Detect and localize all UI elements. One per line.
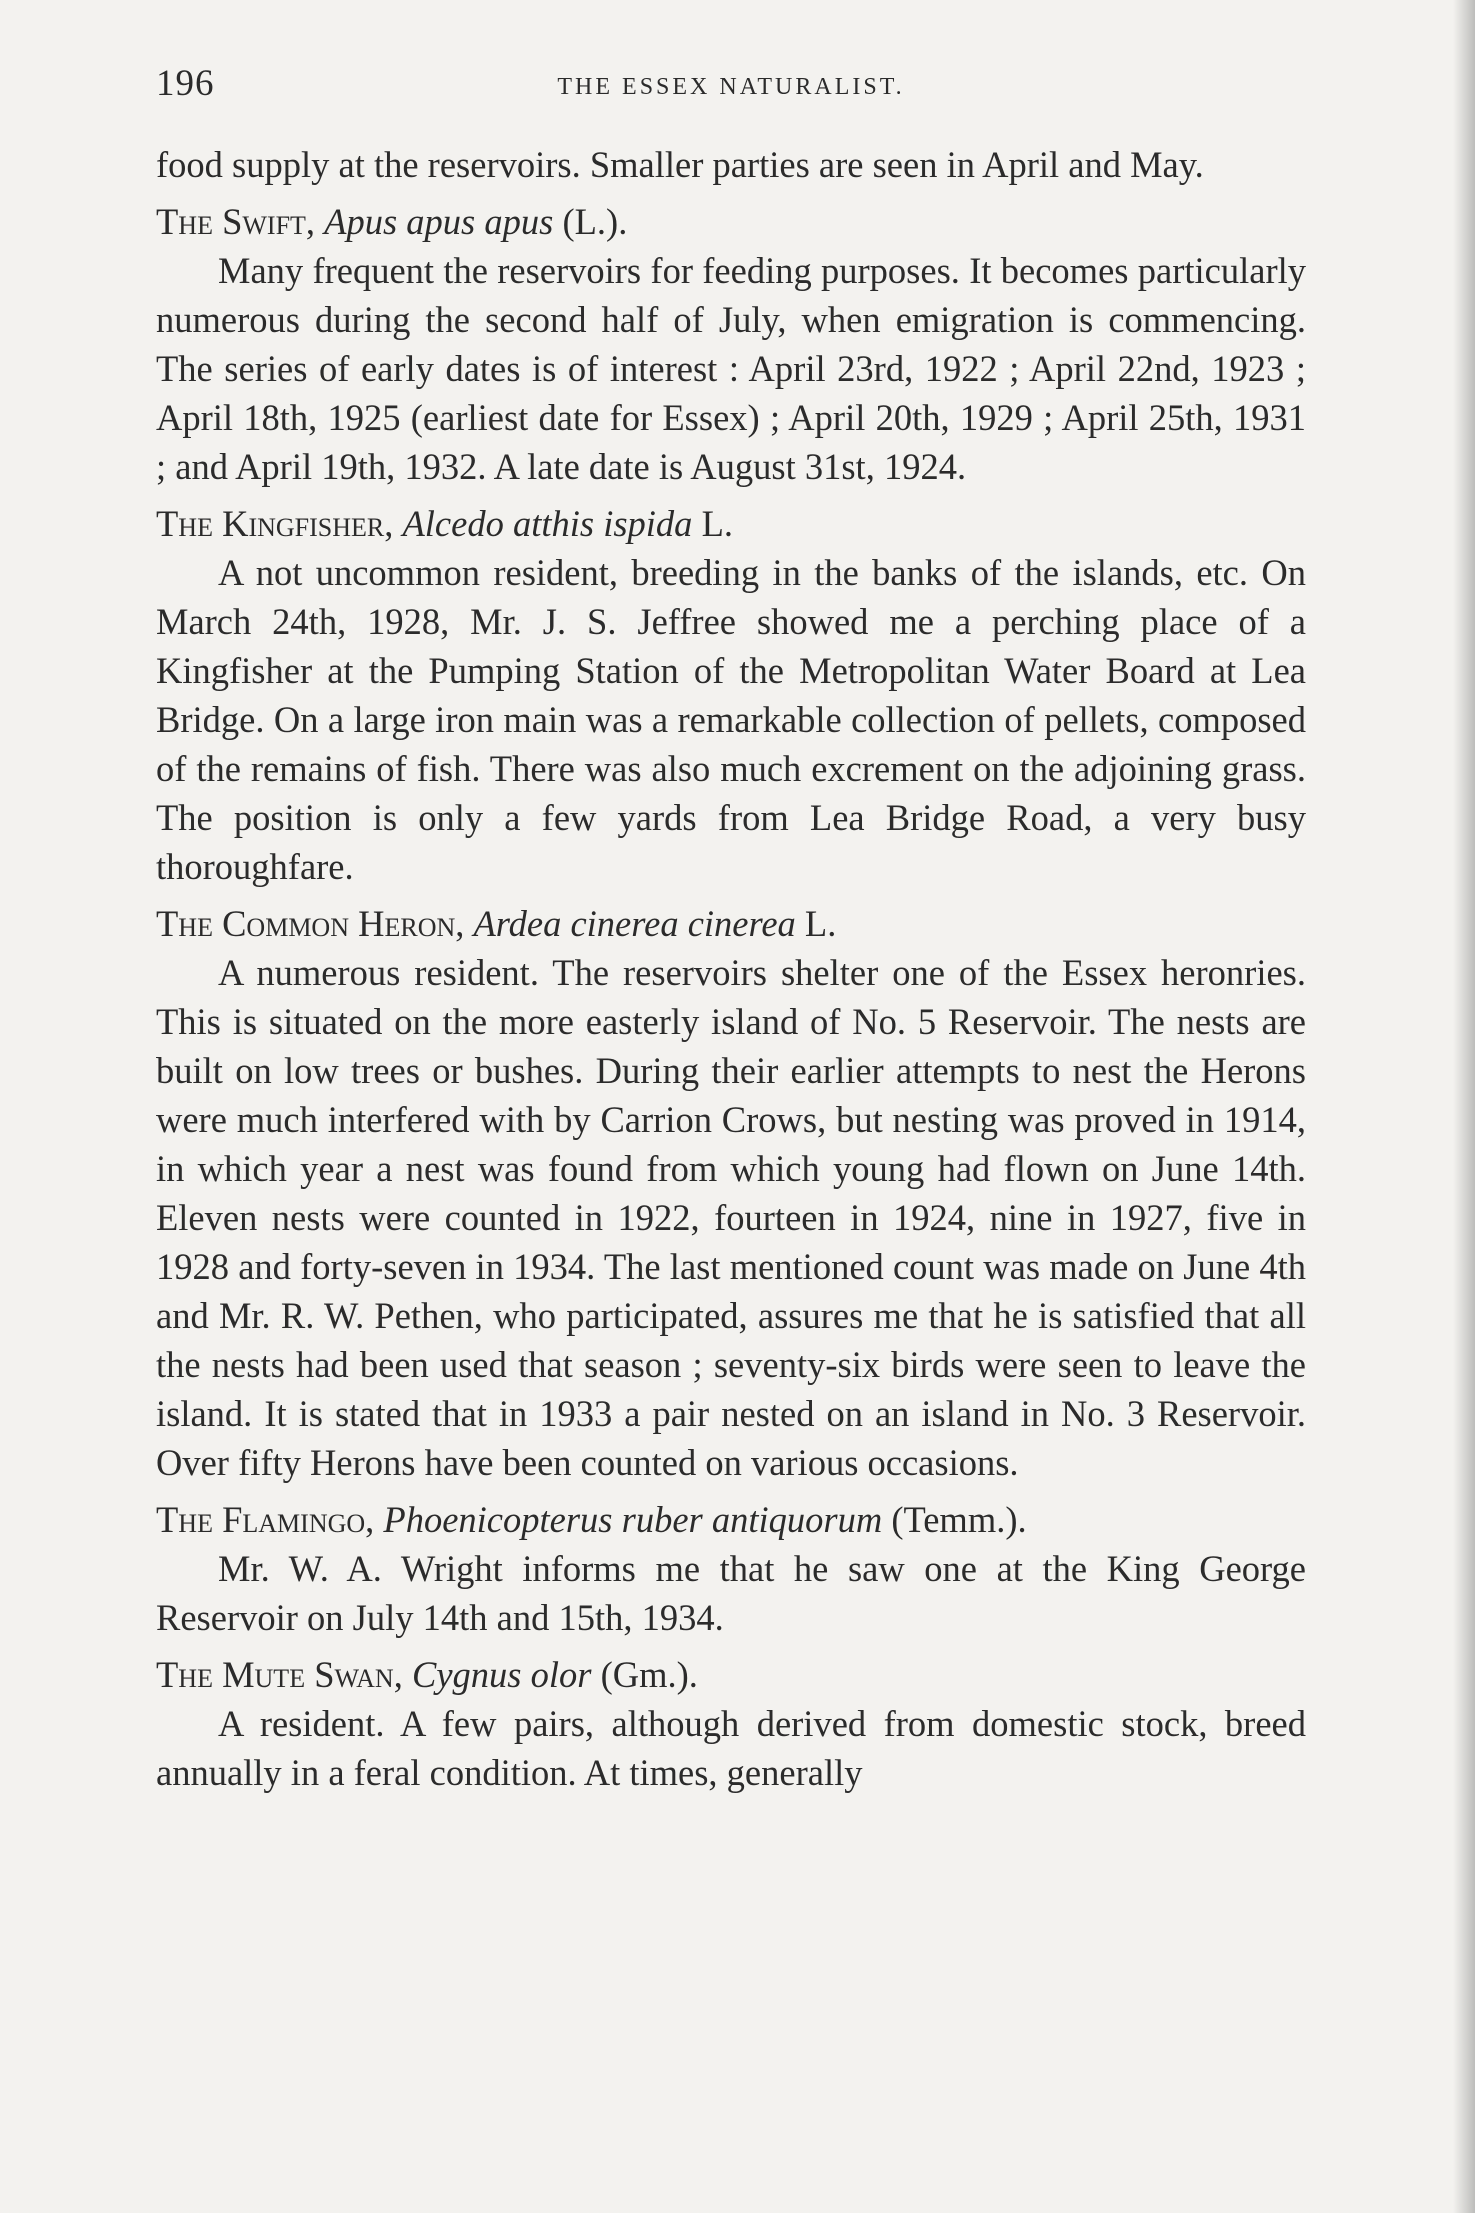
species-heading-flamingo: [156, 1495, 1306, 1544]
running-title: THE ESSEX NATURALIST.: [557, 74, 905, 100]
scientific-name: Ardea cinerea cinerea: [473, 903, 796, 944]
species-heading-common-heron: [156, 899, 1306, 948]
page-edge-shadow: [1453, 0, 1475, 2213]
authority: L.: [692, 503, 733, 544]
common-name: The Swift,: [156, 201, 316, 242]
article-body: [156, 140, 1306, 1797]
common-name: The Flamingo,: [156, 1499, 375, 1540]
authority: (Temm.).: [882, 1499, 1027, 1540]
species-heading-mute-swan: [156, 1650, 1306, 1699]
scientific-name: Alcedo atthis ispida: [402, 503, 693, 544]
authority: (Gm.).: [591, 1654, 698, 1695]
authority: (L.).: [553, 201, 628, 242]
species-heading-swift: [156, 197, 1306, 246]
continued-paragraph: food supply at the reservoirs. Smaller parties are seen in April and May.: [156, 144, 1204, 185]
scientific-name: Apus apus apus: [324, 201, 554, 242]
scientific-name: Phoenicopterus ruber antiquorum: [383, 1499, 883, 1540]
common-name: The Mute Swan,: [156, 1654, 403, 1695]
page-number: 196: [156, 63, 215, 104]
common-name: The Common Heron,: [156, 903, 465, 944]
species-heading-kingfisher: [156, 499, 1306, 548]
scientific-name: Cygnus olor: [411, 1654, 592, 1695]
page-header: [156, 62, 1306, 112]
species-paragraph-swift: Many frequent the reservoirs for feeding purposes. It becomes particularly numerous during the second half of July, when emigration is commencing. The series of early dates is of interest : April 23rd, 1922 ; April 22nd, 1923 ; April 18th, 1925 (earliest date for Essex) ; April 20th, 1929 ; April 25th, 1931 ; and April 19th, 1932. A late date is August 31st, 1924.: [156, 250, 1306, 487]
species-paragraph-common-heron: A numerous resident. The reservoirs shelter one of the Essex heronries. This is situated on the more easterly island of No. 5 Reservoir. The nests are built on low trees or bushes. During their earlier attempts to nest the Herons were much interfered with by Carrion Crows, but nesting was proved in 1914, in which year a nest was found from which young had flown on June 14th. Eleven nests were counted in 1922, fourteen in 1924, nine in 1927, five in 1928 and forty-seven in 1934. The last mentioned count was made on June 4th and Mr. R. W. Pethen, who participated, assures me that he is satisfied that all the nests had been used that season ; seventy-six birds were seen to leave the island. It is stated that in 1933 a pair nested on an island in No. 3 Reservoir. Over fifty Herons have been counted on various occasions.: [156, 952, 1306, 1483]
species-paragraph-flamingo: Mr. W. A. Wright informs me that he saw one at the King George Reservoir on July 14th and 15th, 1934.: [156, 1548, 1306, 1638]
species-paragraph-mute-swan: A resident. A few pairs, although derived from domestic stock, breed annually in a feral condition. At times, generally: [156, 1703, 1306, 1793]
authority: L.: [795, 903, 837, 944]
common-name: The Kingfisher,: [156, 503, 394, 544]
species-paragraph-kingfisher: A not uncommon resident, breeding in the banks of the islands, etc. On March 24th, 1928, Mr. J. S. Jeffree showed me a perching place of a Kingfisher at the Pumping Station of the Metropolitan Water Board at Lea Bridge. On a large iron main was a remarkable collection of pellets, composed of the remains of fish. There was also much excrement on the adjoining grass. The position is only a few yards from Lea Bridge Road, a very busy thoroughfare.: [156, 552, 1306, 887]
